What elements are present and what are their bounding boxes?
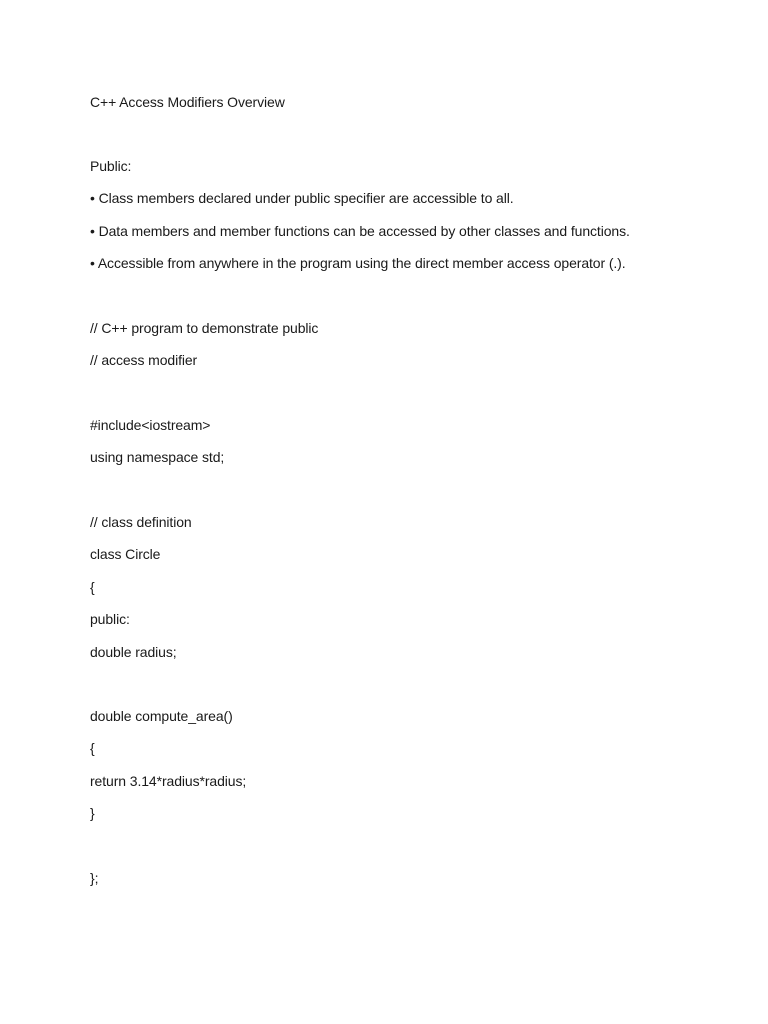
bullet-item: • Accessible from anywhere in the program using the direct member access operator (.). [90,255,626,271]
code-line: double radius; [90,644,177,660]
section-heading: Public: [90,158,132,174]
document-title: C++ Access Modifiers Overview [90,94,285,110]
code-line: return 3.14*radius*radius; [90,773,247,789]
code-line: { [90,579,95,595]
bullet-item: • Class members declared under public specifier are accessible to all. [90,190,514,206]
code-line: using namespace std; [90,449,225,465]
code-line: }; [90,870,99,886]
code-line: class Circle [90,546,161,562]
code-line: } [90,805,95,821]
code-line: #include<iostream> [90,417,211,433]
code-line: public: [90,611,130,627]
code-line: // access modifier [90,352,198,368]
code-line: double compute_area() [90,708,233,724]
bullet-item: • Data members and member functions can be accessed by other classes and functions. [90,223,630,239]
code-line: // C++ program to demonstrate public [90,320,319,336]
code-line: // class definition [90,514,192,530]
code-line: { [90,740,95,756]
